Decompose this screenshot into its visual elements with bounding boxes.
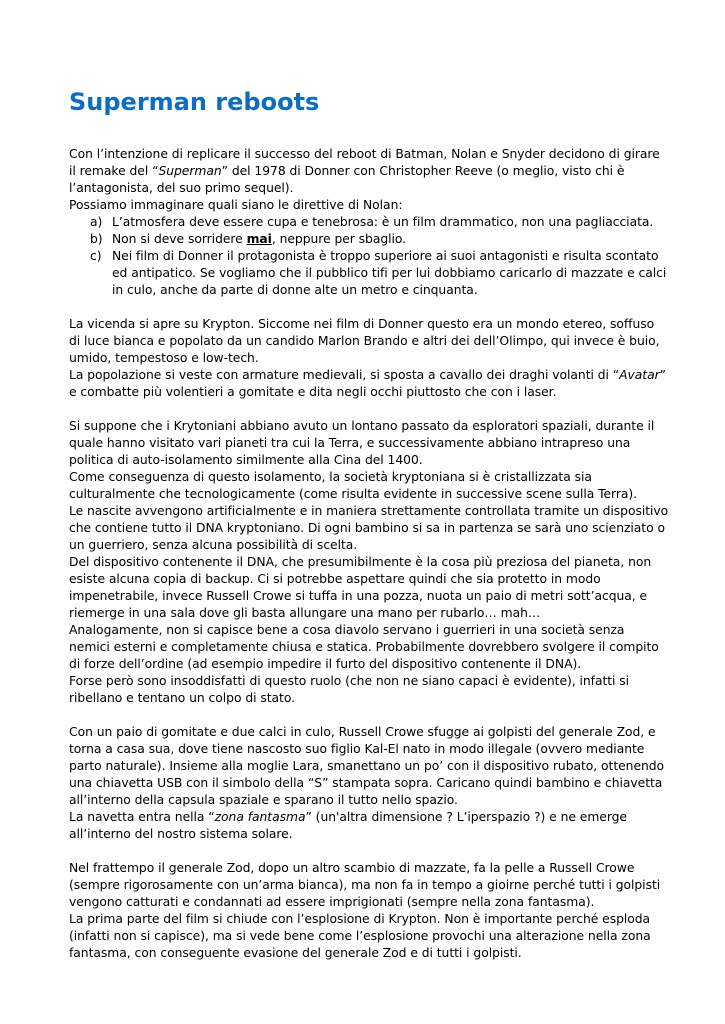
text-run: Con l’intenzione di replicare il successo del reboot di Batman, Nolan e Snyder decidono di girare il remake del “ (69, 147, 660, 178)
text-run: ” e combatte più volentieri a gomitate e dita negli occhi piuttosto che con i laser. (69, 368, 666, 399)
list-marker: a) (90, 215, 103, 229)
directives-list (69, 214, 669, 299)
document-page (69, 86, 669, 962)
text-run: ” del 1978 di Donner con Christopher Reeve (o meglio, visto chi è l’antagonista, del suo primo sequel). (69, 164, 625, 195)
text-run: La popolazione si veste con armature medievali, si sposta a cavallo dei draghi volanti di “ (69, 368, 620, 382)
history-paragraph: Come conseguenza di questo isolamento, la società kryptoniana si è cristallizzata sia culturalmente che tecnologicamente (come risulta evidente in successive scene sulla Terra). (69, 470, 638, 501)
intro-paragraph (69, 146, 669, 197)
escape-paragraph (69, 809, 669, 843)
list-item-text: Nei film di Donner il protagonista è troppo superiore ai suoi antagonisti e risulta scontato ed antipatico. Se vogliamo che il pubblico tifi per lui dobbiamo caricarlo di mazzate e calci in culo, anche da parte di donne alte un metro e cinquanta. (112, 249, 667, 297)
italic-title: Avatar (619, 368, 660, 382)
list-marker: b) (90, 232, 103, 246)
history-paragraph: Analogamente, non si capisce bene a cosa diavolo servano i guerrieri in una società senza nemici esterni e completamente chiusa e statica. Probabilmente dovrebbero svolgere il compito di forze dell’ordine (ad esempio impedire il furto del dispositivo contenente il DNA). (69, 623, 659, 671)
directives-intro: Possiamo immaginare quali siano le direttive di Nolan: (69, 198, 403, 212)
text-run: ” (un'altra dimensione ? L’iperspazio ?) e ne emerge all’interno del nostro sistema solare. (69, 810, 627, 841)
list-marker: c) (90, 249, 102, 263)
krypton-paragraph (69, 367, 669, 401)
ending-paragraph: Nel frattempo il generale Zod, dopo un altro scambio di mazzate, fa la pelle a Russell Crowe (sempre rigorosamente con un’arma bianca), ma non fa in tempo a gioirne perché tutti i golpisti vengono catturati e condannati ad essere imprigionati (sempre nella zona fantasma). (69, 861, 661, 909)
document-title: Superman reboots (69, 88, 320, 116)
list-item (69, 248, 669, 299)
ending-paragraph: La prima parte del film si chiude con l’esplosione di Krypton. Non è importante perché esploda (infatti non si capisce), ma si vede bene come l’esplosione provochi una alterazione nella zona fantasma, con conseguente evasione del generale Zod e di tutti i golpisti. (69, 912, 651, 960)
list-item (69, 214, 669, 231)
krypton-paragraph: La vicenda si apre su Krypton. Siccome nei film di Donner questo era un mondo etereo, soffuso di luce bianca e popolato da un candido Marlon Brando e altri dei dell’Olimpo, qui invece è buio, umido, tempestoso e low-tech. (69, 317, 660, 365)
history-paragraph: Si suppone che i Krytoniani abbiano avuto un lontano passato da esploratori spaziali, durante il quale hanno visitato vari pianeti tra cui la Terra, e successivamente abbiano intrapreso una politica di auto-isolamento similmente alla Cina del 1400. (69, 419, 655, 467)
italic-title: Superman (158, 164, 222, 178)
list-item-text: Non si deve sorridere (112, 232, 247, 246)
text-run: La navetta entra nella “ (69, 810, 215, 824)
escape-paragraph: Con un paio di gomitate e due calci in culo, Russell Crowe sfugge ai golpisti del generale Zod, e torna a casa sua, dove tiene nascosto suo figlio Kal-El nato in modo illegale (ovvero mediante parto naturale). Insieme alla moglie Lara, smanettano un po’ con il dispositivo rubato, ottenendo una chiavetta USB con il simbolo della “S” stampata sopra. Caricano quindi bambino e chiavetta all’interno della capsula spaziale e sparano il tutto nello spazio. (69, 725, 665, 807)
emphasis-text: mai (246, 232, 272, 246)
history-paragraph: Le nascite avvengono artificialmente e in maniera strettamente controllata tramite un dispositivo che contiene tutto il DNA kryptoniano. Di ogni bambino si sa in partenza se sarà uno scienziato o un guerriero, senza alcuna possibilità di scelta. (69, 504, 669, 552)
list-item-text: L’atmosfera deve essere cupa e tenebrosa: è un film drammatico, non una pagliacciata. (112, 215, 654, 229)
list-item (69, 231, 669, 248)
history-paragraph: Forse però sono insoddisfatti di questo ruolo (che non ne siano capaci è evidente), infatti si ribellano e tentano un colpo di stato. (69, 674, 630, 705)
history-paragraph: Del dispositivo contenente il DNA, che presumibilmente è la cosa più preziosa del pianeta, non esiste alcuna copia di backup. Ci si potrebbe aspettare quindi che sia protetto in modo impenetrabile, invece Russell Crowe si tuffa in una pozza, nuota un paio di metri sott’acqua, e riemerge in una sala dove gli basta allungare una mano per rubarlo… mah… (69, 555, 652, 620)
list-item-text: , neppure per sbaglio. (271, 232, 407, 246)
italic-term: zona fantasma (214, 810, 306, 824)
